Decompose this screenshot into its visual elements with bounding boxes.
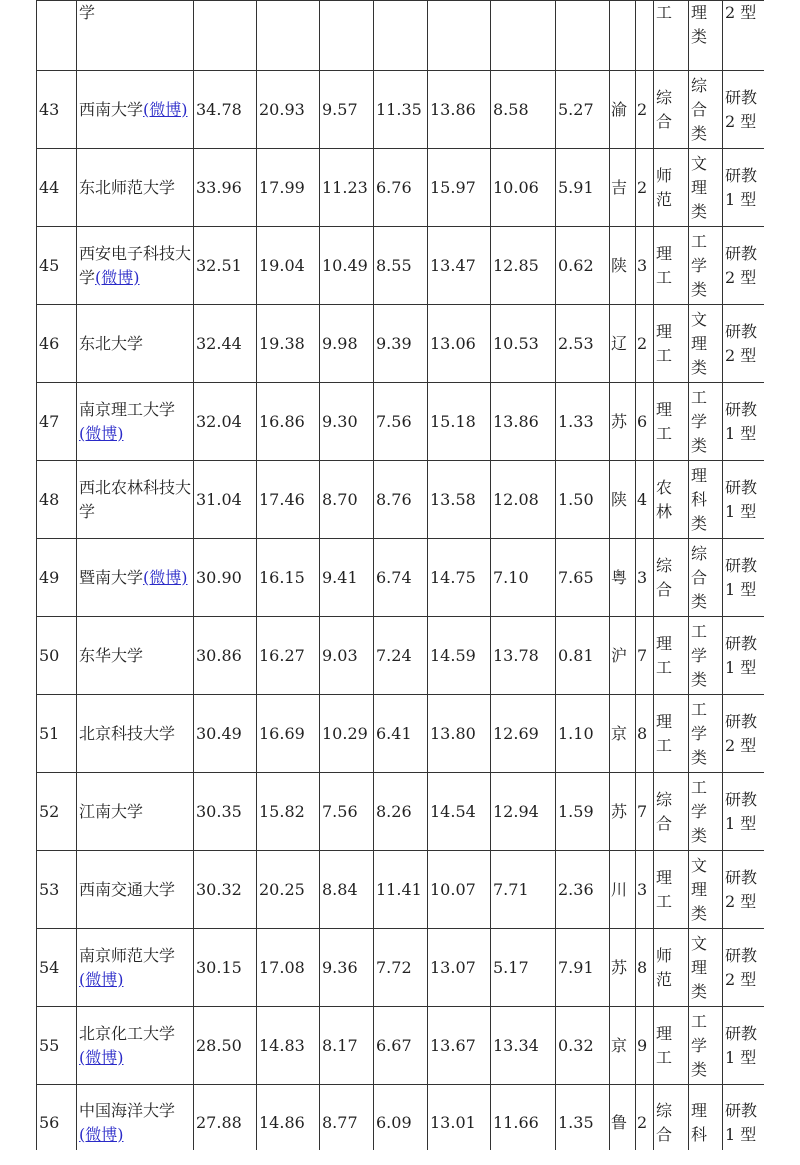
score-5-cell: 15.18 bbox=[428, 383, 491, 461]
score-3-cell: 8.77 bbox=[320, 1085, 374, 1151]
score-7-cell: 7.65 bbox=[556, 539, 610, 617]
weibo-link[interactable]: (微博) bbox=[143, 99, 188, 119]
university-name: 西安电子科技大学 bbox=[79, 243, 192, 287]
number-cell: 2 bbox=[636, 71, 654, 149]
score-3-cell: 10.29 bbox=[320, 695, 374, 773]
score-4-cell: 9.39 bbox=[374, 305, 428, 383]
score-total-cell: 30.15 bbox=[194, 929, 257, 1007]
score-6-cell: 8.58 bbox=[491, 71, 556, 149]
number-cell: 3 bbox=[636, 227, 654, 305]
category-cell: 综合类 bbox=[689, 539, 723, 617]
number-cell: 3 bbox=[636, 851, 654, 929]
level-cell: 研教1 型 bbox=[723, 1085, 765, 1151]
score-4-cell: 6.09 bbox=[374, 1085, 428, 1151]
score-3-cell: 10.49 bbox=[320, 227, 374, 305]
type-cell: 理工 bbox=[654, 1007, 689, 1085]
category-cell: 工学类 bbox=[689, 227, 723, 305]
university-name-cell bbox=[77, 695, 194, 773]
university-name-cell bbox=[77, 461, 194, 539]
category-cell: 文理类 bbox=[689, 305, 723, 383]
level-cell: 研教2 型 bbox=[723, 851, 765, 929]
level-cell: 研教1 型 bbox=[723, 383, 765, 461]
score-total-cell: 30.35 bbox=[194, 773, 257, 851]
score-2-cell: 20.25 bbox=[257, 851, 320, 929]
score-4-cell: 6.41 bbox=[374, 695, 428, 773]
province-cell: 苏 bbox=[610, 929, 636, 1007]
score-2-cell: 15.82 bbox=[257, 773, 320, 851]
score-total-cell: 34.78 bbox=[194, 71, 257, 149]
score-6-cell bbox=[491, 1, 556, 71]
rank-cell: 48 bbox=[37, 461, 77, 539]
score-7-cell: 5.27 bbox=[556, 71, 610, 149]
score-4-cell: 6.67 bbox=[374, 1007, 428, 1085]
score-5-cell: 13.80 bbox=[428, 695, 491, 773]
score-2-cell: 16.69 bbox=[257, 695, 320, 773]
province-cell: 鲁 bbox=[610, 1085, 636, 1151]
level-cell: 研教2 型 bbox=[723, 929, 765, 1007]
number-cell: 2 bbox=[636, 305, 654, 383]
category-cell: 工学类 bbox=[689, 695, 723, 773]
score-3-cell: 8.70 bbox=[320, 461, 374, 539]
university-name: 东北师范大学 bbox=[79, 177, 176, 197]
number-cell: 7 bbox=[636, 773, 654, 851]
university-name-cell bbox=[77, 1007, 194, 1085]
score-6-cell: 12.85 bbox=[491, 227, 556, 305]
table-body bbox=[37, 1, 765, 1151]
table-row bbox=[37, 617, 765, 695]
score-7-cell: 7.91 bbox=[556, 929, 610, 1007]
score-6-cell: 10.53 bbox=[491, 305, 556, 383]
score-5-cell: 14.75 bbox=[428, 539, 491, 617]
table-row bbox=[37, 1007, 765, 1085]
level-cell: 研教2 型 bbox=[723, 695, 765, 773]
university-name: 北京化工大学 bbox=[79, 1023, 176, 1043]
type-cell: 理工 bbox=[654, 383, 689, 461]
weibo-link[interactable]: (微博) bbox=[79, 1047, 124, 1067]
type-cell: 师范 bbox=[654, 149, 689, 227]
table-row bbox=[37, 539, 765, 617]
rank-cell: 55 bbox=[37, 1007, 77, 1085]
level-cell: 研教2 型 bbox=[723, 305, 765, 383]
score-7-cell: 1.35 bbox=[556, 1085, 610, 1151]
province-cell: 苏 bbox=[610, 383, 636, 461]
score-6-cell: 13.86 bbox=[491, 383, 556, 461]
score-3-cell: 11.23 bbox=[320, 149, 374, 227]
score-3-cell: 9.36 bbox=[320, 929, 374, 1007]
rank-cell: 53 bbox=[37, 851, 77, 929]
score-5-cell: 13.06 bbox=[428, 305, 491, 383]
province-cell: 辽 bbox=[610, 305, 636, 383]
score-2-cell: 19.38 bbox=[257, 305, 320, 383]
score-7-cell: 1.50 bbox=[556, 461, 610, 539]
level-cell: 研教2 型 bbox=[723, 71, 765, 149]
rank-cell: 43 bbox=[37, 71, 77, 149]
province-cell: 粤 bbox=[610, 539, 636, 617]
score-total-cell bbox=[194, 1, 257, 71]
university-ranking-table bbox=[36, 0, 764, 1150]
score-total-cell: 32.44 bbox=[194, 305, 257, 383]
score-7-cell: 2.36 bbox=[556, 851, 610, 929]
rank-cell: 49 bbox=[37, 539, 77, 617]
rank-cell: 52 bbox=[37, 773, 77, 851]
rank-cell bbox=[37, 1, 77, 71]
score-total-cell: 30.32 bbox=[194, 851, 257, 929]
table-row bbox=[37, 383, 765, 461]
category-cell: 理科 bbox=[689, 1085, 723, 1151]
score-5-cell: 14.54 bbox=[428, 773, 491, 851]
province-cell: 陕 bbox=[610, 227, 636, 305]
score-2-cell: 14.86 bbox=[257, 1085, 320, 1151]
province-cell bbox=[610, 1, 636, 71]
type-cell: 农林 bbox=[654, 461, 689, 539]
type-cell: 理工 bbox=[654, 227, 689, 305]
score-4-cell bbox=[374, 1, 428, 71]
type-cell: 综合 bbox=[654, 539, 689, 617]
score-7-cell: 1.33 bbox=[556, 383, 610, 461]
rank-cell: 56 bbox=[37, 1085, 77, 1151]
score-3-cell: 9.98 bbox=[320, 305, 374, 383]
score-7-cell: 0.62 bbox=[556, 227, 610, 305]
ranking-table-container bbox=[36, 0, 764, 1150]
number-cell: 3 bbox=[636, 539, 654, 617]
type-cell: 综合 bbox=[654, 773, 689, 851]
type-cell: 师范 bbox=[654, 929, 689, 1007]
weibo-link[interactable]: (微博) bbox=[79, 423, 124, 443]
category-cell: 工学类 bbox=[689, 773, 723, 851]
category-cell: 文理类 bbox=[689, 929, 723, 1007]
province-cell: 吉 bbox=[610, 149, 636, 227]
rank-cell: 46 bbox=[37, 305, 77, 383]
score-total-cell: 30.90 bbox=[194, 539, 257, 617]
score-2-cell bbox=[257, 1, 320, 71]
rank-cell: 45 bbox=[37, 227, 77, 305]
score-6-cell: 12.08 bbox=[491, 461, 556, 539]
province-cell: 苏 bbox=[610, 773, 636, 851]
university-name: 东华大学 bbox=[79, 645, 144, 665]
score-6-cell: 10.06 bbox=[491, 149, 556, 227]
weibo-link[interactable]: (微博) bbox=[79, 1124, 124, 1144]
level-cell: 研教1 型 bbox=[723, 539, 765, 617]
score-total-cell: 31.04 bbox=[194, 461, 257, 539]
score-2-cell: 14.83 bbox=[257, 1007, 320, 1085]
university-name-cell bbox=[77, 71, 194, 149]
score-4-cell: 11.35 bbox=[374, 71, 428, 149]
score-6-cell: 5.17 bbox=[491, 929, 556, 1007]
type-cell: 理工 bbox=[654, 851, 689, 929]
score-7-cell: 2.53 bbox=[556, 305, 610, 383]
level-cell: 研教1 型 bbox=[723, 461, 765, 539]
level-cell: 研教1 型 bbox=[723, 149, 765, 227]
table-row bbox=[37, 1, 765, 71]
score-5-cell: 13.07 bbox=[428, 929, 491, 1007]
score-7-cell: 0.81 bbox=[556, 617, 610, 695]
province-cell: 川 bbox=[610, 851, 636, 929]
category-cell: 工学类 bbox=[689, 383, 723, 461]
category-cell: 工学类 bbox=[689, 617, 723, 695]
table-row bbox=[37, 71, 765, 149]
table-row bbox=[37, 461, 765, 539]
score-4-cell: 7.72 bbox=[374, 929, 428, 1007]
number-cell: 8 bbox=[636, 929, 654, 1007]
score-4-cell: 8.55 bbox=[374, 227, 428, 305]
university-name-cell bbox=[77, 227, 194, 305]
rank-cell: 54 bbox=[37, 929, 77, 1007]
university-name-cell bbox=[77, 617, 194, 695]
score-2-cell: 20.93 bbox=[257, 71, 320, 149]
number-cell: 9 bbox=[636, 1007, 654, 1085]
university-name-cell bbox=[77, 149, 194, 227]
score-total-cell: 28.50 bbox=[194, 1007, 257, 1085]
score-2-cell: 19.04 bbox=[257, 227, 320, 305]
university-name-cell bbox=[77, 773, 194, 851]
score-5-cell: 13.67 bbox=[428, 1007, 491, 1085]
category-cell: 理科类 bbox=[689, 461, 723, 539]
score-5-cell: 14.59 bbox=[428, 617, 491, 695]
score-2-cell: 16.15 bbox=[257, 539, 320, 617]
rank-cell: 44 bbox=[37, 149, 77, 227]
score-6-cell: 12.69 bbox=[491, 695, 556, 773]
type-cell: 理工 bbox=[654, 617, 689, 695]
number-cell: 6 bbox=[636, 383, 654, 461]
score-4-cell: 6.76 bbox=[374, 149, 428, 227]
score-6-cell: 7.10 bbox=[491, 539, 556, 617]
score-5-cell: 15.97 bbox=[428, 149, 491, 227]
province-cell: 京 bbox=[610, 695, 636, 773]
score-total-cell: 30.86 bbox=[194, 617, 257, 695]
score-5-cell bbox=[428, 1, 491, 71]
type-cell: 综合 bbox=[654, 1085, 689, 1151]
category-cell: 工学类 bbox=[689, 1007, 723, 1085]
score-3-cell: 8.84 bbox=[320, 851, 374, 929]
score-4-cell: 8.26 bbox=[374, 773, 428, 851]
university-name: 北京科技大学 bbox=[79, 723, 176, 743]
level-cell: 研教1 型 bbox=[723, 773, 765, 851]
type-cell: 综合 bbox=[654, 71, 689, 149]
university-name: 学 bbox=[79, 3, 96, 22]
number-cell: 8 bbox=[636, 695, 654, 773]
university-name: 西北农林科技大学 bbox=[79, 477, 192, 521]
university-name-cell bbox=[77, 929, 194, 1007]
table-row bbox=[37, 1085, 765, 1151]
university-name: 西南大学 bbox=[79, 99, 144, 119]
university-name-cell bbox=[77, 305, 194, 383]
rank-cell: 50 bbox=[37, 617, 77, 695]
score-7-cell: 5.91 bbox=[556, 149, 610, 227]
university-name: 西南交通大学 bbox=[79, 879, 176, 899]
province-cell: 沪 bbox=[610, 617, 636, 695]
table-row bbox=[37, 695, 765, 773]
province-cell: 陕 bbox=[610, 461, 636, 539]
number-cell: 4 bbox=[636, 461, 654, 539]
score-6-cell: 13.34 bbox=[491, 1007, 556, 1085]
level-cell: 研教1 型 bbox=[723, 1007, 765, 1085]
score-3-cell: 9.57 bbox=[320, 71, 374, 149]
score-5-cell: 13.86 bbox=[428, 71, 491, 149]
category-cell: 文理类 bbox=[689, 149, 723, 227]
score-4-cell: 8.76 bbox=[374, 461, 428, 539]
score-6-cell: 12.94 bbox=[491, 773, 556, 851]
weibo-link[interactable]: (微博) bbox=[95, 267, 140, 287]
university-name-cell bbox=[77, 539, 194, 617]
category-cell: 综合类 bbox=[689, 71, 723, 149]
score-3-cell: 8.17 bbox=[320, 1007, 374, 1085]
score-2-cell: 16.27 bbox=[257, 617, 320, 695]
category-cell: 理类 bbox=[689, 1, 723, 71]
score-7-cell bbox=[556, 1, 610, 71]
province-cell: 渝 bbox=[610, 71, 636, 149]
score-5-cell: 13.01 bbox=[428, 1085, 491, 1151]
score-5-cell: 13.47 bbox=[428, 227, 491, 305]
score-2-cell: 17.99 bbox=[257, 149, 320, 227]
university-name-cell bbox=[77, 851, 194, 929]
score-6-cell: 11.66 bbox=[491, 1085, 556, 1151]
score-7-cell: 0.32 bbox=[556, 1007, 610, 1085]
score-7-cell: 1.59 bbox=[556, 773, 610, 851]
type-cell: 理工 bbox=[654, 695, 689, 773]
weibo-link[interactable]: (微博) bbox=[143, 567, 188, 587]
score-total-cell: 33.96 bbox=[194, 149, 257, 227]
weibo-link[interactable]: (微博) bbox=[79, 969, 124, 989]
score-4-cell: 7.24 bbox=[374, 617, 428, 695]
university-name-cell bbox=[77, 1085, 194, 1151]
university-name: 南京理工大学 bbox=[79, 399, 176, 419]
university-name: 江南大学 bbox=[79, 801, 144, 821]
score-3-cell: 7.56 bbox=[320, 773, 374, 851]
level-cell: 研教1 型 bbox=[723, 617, 765, 695]
number-cell bbox=[636, 1, 654, 71]
rank-cell: 51 bbox=[37, 695, 77, 773]
number-cell: 2 bbox=[636, 149, 654, 227]
type-cell: 理工 bbox=[654, 305, 689, 383]
table-row bbox=[37, 851, 765, 929]
score-7-cell: 1.10 bbox=[556, 695, 610, 773]
score-3-cell: 9.30 bbox=[320, 383, 374, 461]
rank-cell: 47 bbox=[37, 383, 77, 461]
province-cell: 京 bbox=[610, 1007, 636, 1085]
score-4-cell: 11.41 bbox=[374, 851, 428, 929]
table-row bbox=[37, 305, 765, 383]
score-6-cell: 13.78 bbox=[491, 617, 556, 695]
table-row bbox=[37, 929, 765, 1007]
university-name: 南京师范大学 bbox=[79, 945, 176, 965]
category-cell: 文理类 bbox=[689, 851, 723, 929]
score-3-cell: 9.41 bbox=[320, 539, 374, 617]
score-total-cell: 32.51 bbox=[194, 227, 257, 305]
score-3-cell bbox=[320, 1, 374, 71]
table-row bbox=[37, 773, 765, 851]
score-4-cell: 7.56 bbox=[374, 383, 428, 461]
score-4-cell: 6.74 bbox=[374, 539, 428, 617]
score-2-cell: 16.86 bbox=[257, 383, 320, 461]
table-row bbox=[37, 227, 765, 305]
score-total-cell: 27.88 bbox=[194, 1085, 257, 1151]
table-row bbox=[37, 149, 765, 227]
university-name-cell bbox=[77, 383, 194, 461]
score-2-cell: 17.46 bbox=[257, 461, 320, 539]
university-name-cell bbox=[77, 1, 194, 71]
score-total-cell: 30.49 bbox=[194, 695, 257, 773]
number-cell: 7 bbox=[636, 617, 654, 695]
type-cell: 工 bbox=[654, 1, 689, 71]
score-5-cell: 10.07 bbox=[428, 851, 491, 929]
level-cell: 研教2 型 bbox=[723, 227, 765, 305]
score-5-cell: 13.58 bbox=[428, 461, 491, 539]
number-cell: 2 bbox=[636, 1085, 654, 1151]
university-name: 东北大学 bbox=[79, 333, 144, 353]
university-name: 中国海洋大学 bbox=[79, 1100, 176, 1120]
score-3-cell: 9.03 bbox=[320, 617, 374, 695]
university-name: 暨南大学 bbox=[79, 567, 144, 587]
score-total-cell: 32.04 bbox=[194, 383, 257, 461]
score-2-cell: 17.08 bbox=[257, 929, 320, 1007]
score-6-cell: 7.71 bbox=[491, 851, 556, 929]
level-cell: 2 型 bbox=[723, 1, 765, 71]
